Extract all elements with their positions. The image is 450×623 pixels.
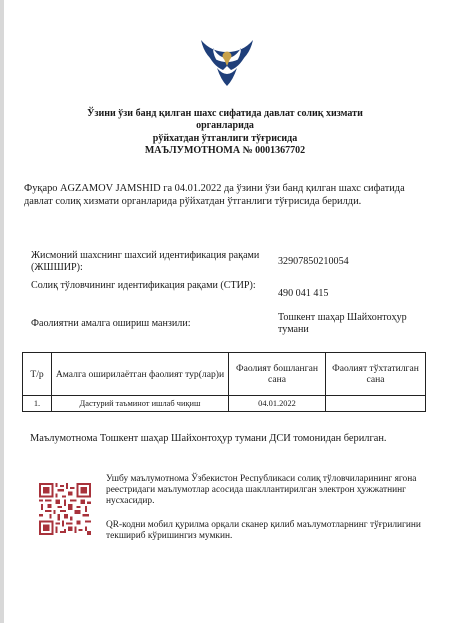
- activity-table: [22, 352, 426, 412]
- table-cell: Дастурий таъминот ишлаб чиқиш: [52, 396, 229, 412]
- pinfl-value: 32907850210054: [278, 256, 349, 267]
- tin-label: Солиқ тўловчининг идентификация рақами (СТИР):: [31, 280, 256, 291]
- table-cell: 1.: [23, 396, 52, 412]
- column-header: Фаолият тўхтатилган сана: [326, 353, 426, 396]
- table-header-row: [23, 353, 426, 396]
- heading-line: органларида: [196, 120, 254, 132]
- table-row: [23, 396, 426, 412]
- eagle-emblem-icon: [199, 36, 255, 88]
- address-label: Фаолиятни амалга ошириш манзили:: [31, 318, 191, 329]
- qr-verification-note: QR-кодни мобил қурилма орқали сканер қилиб маълумотларнинг тўғрилигини текшириб кўришингиз мумкин.: [106, 520, 421, 542]
- heading-line: Ўзини ўзи банд қилган шахс сифатида давлат солиқ хизмати: [87, 108, 363, 119]
- column-header: Т/р: [23, 353, 52, 396]
- electronic-copy-note: Ушбу маълумотнома Ўзбекистон Республикаси солиқ тўловчиларининг ягона реестридаги маълумотлар асосида шакллантирилган электрон ҳужжатнинг нусхасидир.: [106, 474, 417, 507]
- page-edge-shadow: [0, 0, 4, 623]
- table-cell: 04.01.2022: [229, 396, 326, 412]
- column-header: Амалга оширилаётган фаолият тур(лар)и: [52, 353, 229, 396]
- column-header: Фаолият бошланган сана: [229, 353, 326, 396]
- certificate-number: МАЪЛУМОТНОМА № 0001367702: [144, 144, 306, 156]
- heading-line: рўйхатдан ўтганлиги тўғрисида: [152, 132, 298, 144]
- tin-value: 490 041 415: [278, 288, 329, 299]
- document-heading: [60, 108, 390, 157]
- address-value: Тошкент шаҳар Шайхонтоҳур тумани: [278, 312, 407, 335]
- pinfl-label: Жисмоний шахснинг шахсий идентификация рақами (ЖШШИР):: [31, 250, 260, 273]
- intro-paragraph: Фуқаро AGZAMOV JAMSHID га 04.01.2022 да ўзини ўзи банд қилган шахс сифатида давлат солиқ хизмати органларида рўйхатдан ўтганлиги тўғрисида берилди.: [24, 183, 405, 207]
- issued-by-paragraph: Маълумотнома Тошкент шаҳар Шайхонтоҳур тумани ДСИ томонидан берилган.: [30, 433, 387, 444]
- table-cell: [326, 396, 426, 412]
- qr-code-icon[interactable]: [39, 483, 91, 535]
